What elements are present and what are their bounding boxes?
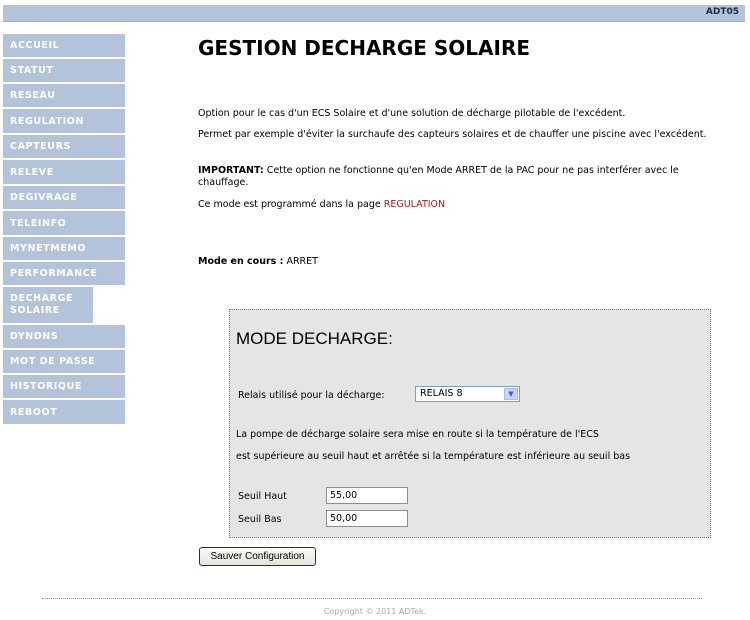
copyright-text: Copyright © 2011 ADTek. <box>323 607 427 616</box>
sidebar-item-label: TELEINFO <box>10 217 67 229</box>
relais-label: Relais utilisé pour la décharge: <box>238 390 385 401</box>
intro-text-2: Permet par exemple d'éviter la surchaufe des capteurs solaires et de chauffer une piscine avec l'excédent. <box>198 129 707 140</box>
sidebar-item-capteurs[interactable] <box>3 135 125 160</box>
important-text: Cette option ne fonctionne qu'en Mode ARRET de la PAC pour ne pas interférer avec le chauffage. <box>198 165 679 188</box>
sidebar-item-performance[interactable] <box>3 262 125 287</box>
sidebar-item-mynetmemo[interactable] <box>3 237 125 262</box>
sidebar-item-label: ACCUEIL <box>10 40 60 51</box>
panel-description-2: est supérieure au seuil haut et arrêtée si la température est inférieure au seuil bas <box>236 451 631 462</box>
relais-select[interactable] <box>415 386 520 402</box>
sidebar-item-accueil[interactable] <box>3 34 125 59</box>
sidebar-item-teleinfo[interactable] <box>3 211 125 237</box>
sidebar-item-label: DYNDNS <box>10 331 59 342</box>
sidebar-item-statut[interactable] <box>3 59 125 84</box>
sidebar-item-label: STATUT <box>10 65 54 76</box>
sidebar-item-decharge-solaire[interactable] <box>3 287 93 325</box>
sidebar-item-label: MYNETMEMO <box>10 243 87 254</box>
sidebar-item-historique[interactable] <box>3 375 125 400</box>
mode-decharge-panel <box>229 309 711 538</box>
sidebar-item-reboot[interactable] <box>3 400 125 426</box>
sidebar-item-label: DEGIVRAGE <box>10 192 78 203</box>
important-notice <box>198 165 718 188</box>
page-title: GESTION DECHARGE SOLAIRE <box>198 36 531 60</box>
sidebar-item-label: RESEAU <box>10 90 56 101</box>
mode-value: ARRET <box>283 256 318 267</box>
panel-title: MODE DECHARGE: <box>236 329 393 348</box>
sidebar-item-label: MOT DE PASSE <box>10 356 96 367</box>
sidebar-item-releve[interactable] <box>3 160 125 186</box>
seuil-haut-input[interactable]: 55,00 <box>326 487 408 504</box>
sidebar-item-regulation[interactable] <box>3 109 125 135</box>
sidebar-item-label: HISTORIQUE <box>10 381 83 392</box>
intro-text-1: Option pour le cas d'un ECS Solaire et d'une solution de décharge pilotable de l'excédent. <box>198 108 626 119</box>
footer-divider <box>42 598 702 599</box>
program-text: Ce mode est programmé dans la page <box>198 199 384 210</box>
sidebar-item-label: REGULATION <box>10 115 85 127</box>
chevron-down-icon[interactable]: ▼ <box>504 388 518 400</box>
sidebar-item-mot-de-passe[interactable] <box>3 350 125 375</box>
save-configuration-button[interactable]: Sauver Configuration <box>199 547 316 566</box>
sidebar-item-dyndns[interactable] <box>3 325 125 350</box>
seuil-haut-label: Seuil Haut <box>238 491 287 502</box>
sidebar-item-label: DECHARGE SOLAIRE <box>10 293 74 316</box>
program-notice <box>198 199 718 211</box>
header-bar <box>3 5 745 22</box>
sidebar-nav <box>3 34 125 426</box>
sidebar-item-label: RELEVE <box>10 166 54 178</box>
sidebar-item-degivrage[interactable] <box>3 186 125 211</box>
sidebar-item-reseau[interactable] <box>3 84 125 109</box>
seuil-bas-label: Seuil Bas <box>238 514 282 525</box>
mode-label: Mode en cours : <box>198 256 284 267</box>
sidebar-item-label: REBOOT <box>10 406 58 418</box>
panel-description-1: La pompe de décharge solaire sera mise en route si la température de l'ECS <box>236 429 599 440</box>
regulation-link[interactable]: REGULATION <box>383 199 446 210</box>
important-label: IMPORTANT: <box>198 165 264 176</box>
device-id: ADT05 <box>705 7 739 17</box>
seuil-bas-input[interactable]: 50,00 <box>326 510 408 527</box>
sidebar-item-label: CAPTEURS <box>10 141 71 152</box>
sidebar-item-label: PERFORMANCE <box>10 268 98 279</box>
relais-select-value: RELAIS 8 <box>420 388 463 399</box>
mode-status <box>198 256 718 268</box>
